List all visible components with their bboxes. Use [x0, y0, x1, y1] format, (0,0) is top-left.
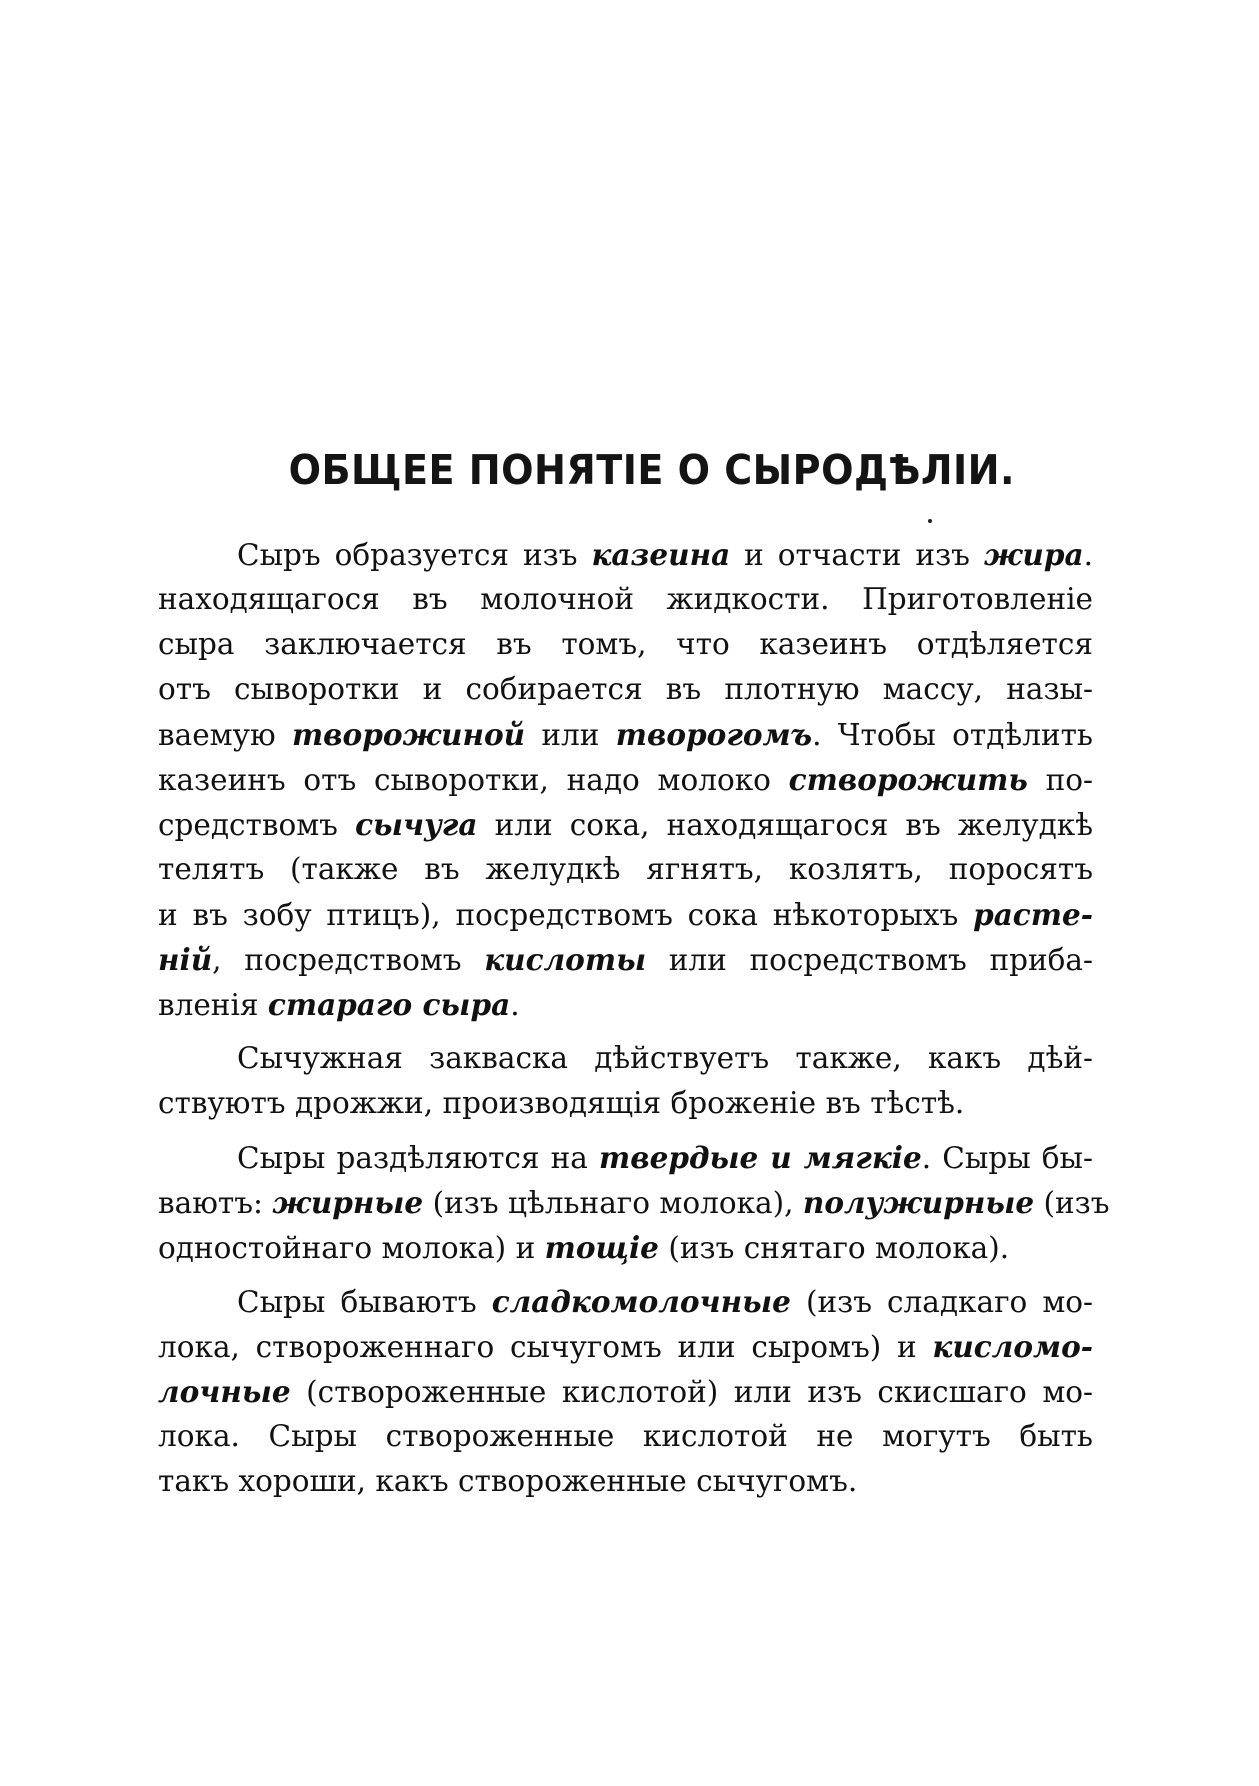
- paragraph: [158, 532, 1093, 1027]
- text-line: [158, 622, 1093, 667]
- text-run: средствомъ: [158, 808, 356, 842]
- text-run: Сычужная закваска дѣйствуетъ также, какъ дѣй-: [237, 1041, 1093, 1075]
- text-run: одностойнаго молока) и: [158, 1231, 545, 1265]
- italic-term: сладкомолочные: [491, 1284, 791, 1319]
- italic-term: творожиной: [291, 717, 526, 752]
- text-run: (изъ цѣльнаго молока),: [423, 1186, 803, 1220]
- text-run: или сока, находящагося въ желудкѣ: [477, 808, 1093, 842]
- text-line: [158, 1279, 1093, 1324]
- italic-term: расте-: [973, 897, 1093, 932]
- text-line: [158, 1414, 1093, 1459]
- text-run: по-: [1027, 763, 1093, 797]
- text-line: [158, 1135, 1093, 1180]
- text-run: лока, створоженнаго сычугомъ или сыромъ) и: [158, 1330, 933, 1364]
- text-line: [158, 1081, 1093, 1126]
- text-line: [158, 937, 1093, 982]
- text-line: [158, 847, 1093, 892]
- text-run: . Чтобы отдѣлить: [812, 718, 1093, 752]
- text-run: Сыры бываютъ: [237, 1285, 492, 1319]
- italic-term: жирные: [272, 1185, 424, 1220]
- text-run: или: [525, 718, 616, 752]
- text-run: и въ зобу птицъ), посредствомъ сока нѣкоторыхъ: [158, 898, 974, 932]
- text-run: такъ хороши, какъ створоженные сычугомъ.: [158, 1464, 858, 1498]
- italic-term: твердые и мягкіе: [598, 1140, 922, 1175]
- text-run: .: [1083, 538, 1093, 572]
- text-line: [158, 802, 1093, 847]
- text-line: [158, 757, 1093, 802]
- paragraph: [158, 1036, 1093, 1126]
- text-run: сыра заключается въ томъ, что казеинъ отдѣляется: [158, 627, 1093, 661]
- text-run: ваютъ:: [158, 1186, 273, 1220]
- body-text: [158, 532, 1110, 1504]
- text-run: (изъ снятаго молока).: [658, 1231, 1010, 1265]
- italic-term: лочные: [158, 1374, 291, 1409]
- text-line: [158, 982, 1093, 1027]
- italic-term: жира: [983, 537, 1084, 572]
- italic-term: кисломо-: [932, 1329, 1093, 1364]
- italic-term: кислоты: [484, 942, 647, 977]
- text-run: или посредствомъ приба-: [646, 943, 1093, 977]
- text-run: , посредствомъ: [212, 943, 485, 977]
- text-run: находящагося въ молочной жидкости. Приготовленіе: [158, 582, 1093, 616]
- text-line: [158, 1036, 1093, 1081]
- text-run: Сыръ образуется изъ: [237, 538, 592, 572]
- text-run: ваемую: [158, 718, 292, 752]
- text-line: [158, 1180, 1110, 1225]
- text-line: [158, 1459, 1093, 1504]
- text-run: телятъ (также въ желудкѣ ягнятъ, козлятъ, поросятъ: [158, 852, 1093, 886]
- text-line: [158, 667, 1093, 712]
- italic-term: казеина: [591, 537, 731, 572]
- text-run: ствуютъ дрожжи, производящія броженіе въ тѣстѣ.: [158, 1086, 965, 1120]
- italic-term: ній: [158, 942, 213, 977]
- text-line: [158, 532, 1093, 577]
- text-run: Сыры раздѣляются на: [237, 1141, 599, 1175]
- text-run: (изъ сладкаго мо-: [790, 1285, 1094, 1319]
- text-run: (створоженные кислотой) или изъ скисшаго мо-: [290, 1375, 1093, 1409]
- italic-term: стараго сыра: [267, 987, 511, 1022]
- paragraph: [158, 1279, 1093, 1504]
- text-run: . Сыры бы-: [921, 1141, 1093, 1175]
- paragraph: [158, 1135, 1110, 1270]
- italic-term: створожить: [788, 762, 1028, 797]
- text-line: [158, 892, 1093, 937]
- ink-speck: [928, 519, 932, 523]
- chapter-title: ОБЩЕЕ ПОНЯТІЕ О СЫРОДѢЛІИ.: [288, 446, 1016, 494]
- text-run: лока. Сыры створоженные кислотой не могутъ быть: [158, 1419, 1093, 1453]
- italic-term: полужирные: [802, 1185, 1035, 1220]
- text-run: вленія: [158, 988, 268, 1022]
- italic-term: сычуга: [355, 807, 478, 842]
- text-line: [158, 712, 1093, 757]
- italic-term: творогомъ: [615, 717, 813, 752]
- text-line: [158, 1369, 1093, 1414]
- text-run: казеинъ отъ сыворотки, надо молоко: [158, 763, 789, 797]
- text-run: (изъ: [1034, 1186, 1110, 1220]
- text-line: [158, 1225, 1093, 1270]
- text-run: .: [510, 988, 520, 1022]
- text-line: [158, 1324, 1093, 1369]
- text-run: и отчасти изъ: [730, 538, 984, 572]
- text-line: [158, 577, 1093, 622]
- text-run: отъ сыворотки и собирается въ плотную массу, назы-: [158, 672, 1093, 706]
- italic-term: тощіе: [544, 1230, 659, 1265]
